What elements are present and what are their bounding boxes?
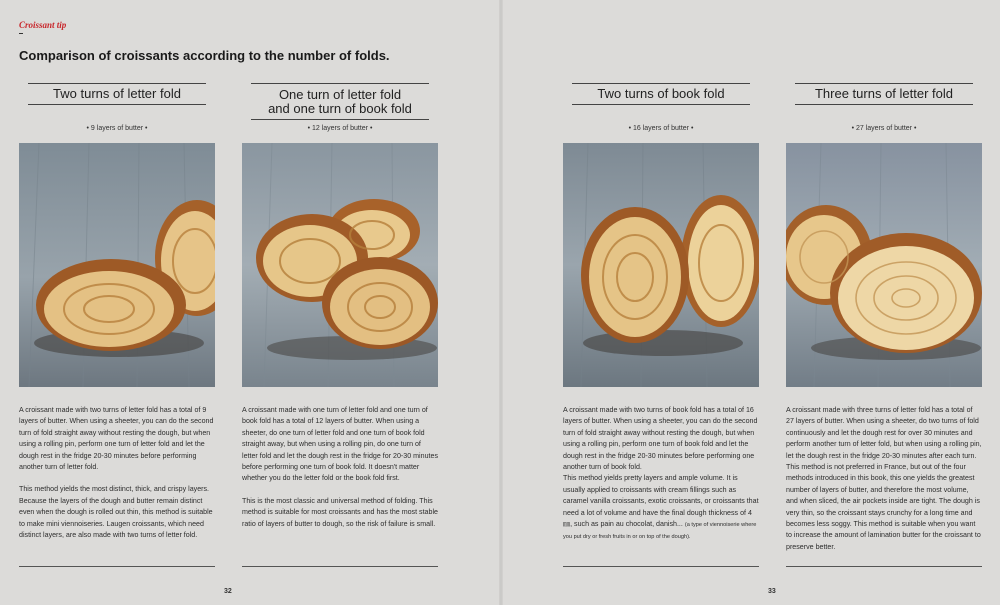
- description: [563, 405, 759, 544]
- layers-count: • 27 layers of butter •: [851, 125, 917, 132]
- tip-label: Croissant tip: [19, 20, 67, 30]
- croissant-photo: [242, 143, 438, 387]
- description: [19, 405, 215, 552]
- croissant-photo: [563, 143, 759, 387]
- column-letter-and-book-fold: [242, 83, 438, 528]
- tip-dash: [19, 33, 23, 34]
- paragraph: A croissant made with two turns of letter fold has a total of 9 layers of butter. When using a sheeter, you can do the second turn of fold straight away without resting the dough, but when using a rolling pin, perform one turn of letter fold and let the dough rest in the fridge 20-30 minutes before performing another turn of letter fold.: [19, 406, 214, 472]
- book-gutter: [499, 0, 503, 605]
- paragraph: A croissant made with three turns of letter fold has a total of 27 layers of butter. When using a sheeter, do two turns of fold continuously and let the dough rest for over 30 minutes and perform another turn of letter fold, but when using a rolling pin, let the dough rest in the fridge 20-30 minutes after each turn. This method is not preferred in France, but out of the four methods introduced in this book, this one yields the greatest number of layers of butter, and therefore the most volume, and when sliced, the air pockets inside are tight. The dough is very thin, so the croissant stays crunchy for a long time and becomes less soggy. This method is suitable when you want to increase the amount of lamination butter for the croissant to preserve better.: [786, 406, 982, 551]
- croissant-photo: [786, 143, 982, 387]
- column-title-text: Three turns of letter fold: [814, 86, 953, 101]
- page-number-right: 33: [768, 588, 776, 595]
- croissant-photo: [19, 143, 215, 387]
- column-title-text: Two turns of book fold: [597, 86, 725, 101]
- paragraph: A croissant made with one turn of letter fold and one turn of book fold has a total of 12 layers of butter. When using a sheeter, do one turn of letter fold and one turn of book fold straight away, but when using a rolling pin, do one turn of letter fold and let the dough rest in the fridge for 20-30 minutes before performing one turn of book fold. It doesn't matter whether you do the letter fold or the book fold first.: [242, 406, 438, 483]
- column-divider: [242, 566, 438, 567]
- description: [786, 405, 982, 564]
- paragraph: This is the most classic and universal method of folding. This method is suitable for most croissants and has the most stable ratio of layers of butter to dough, so the risk of failure is small.: [242, 496, 438, 528]
- column-title-text: [268, 88, 412, 116]
- layers-count: • 12 layers of butter •: [307, 125, 373, 132]
- title-line-2: and one turn of book fold: [268, 100, 412, 116]
- column-title: [251, 83, 429, 120]
- column-three-letter-folds: [786, 83, 982, 551]
- paragraph-text: This method yields pretty layers and ample volume. It is usually applied to croissants with cream fillings such as caramel vanilla croissants, exotic croissants, or croissants that need a lot of volume and have the final dough thickness of 4㎜, such as pain au chocolat, danish...: [563, 474, 759, 529]
- footnote: (a type of viennoiserie where you put dry or fresh fruits in or on top of the dough).: [563, 522, 757, 541]
- column-two-book-folds: [563, 83, 759, 541]
- column-title: [28, 83, 206, 105]
- layers-count: • 16 layers of butter •: [628, 125, 694, 132]
- column-title: [795, 83, 973, 105]
- layers-count: • 9 layers of butter •: [86, 125, 148, 132]
- paragraph: This method yields the most distinct, thick, and crispy layers. Because the layers of the dough and butter remain distinct even when the dough is rolled out thin, this method is suitable to make mini viennoiseries. Laugen croissants, which need distinct layers, are also made with two turns of letter fold.: [19, 485, 213, 540]
- column-title-text: Two turns of letter fold: [53, 86, 181, 101]
- column-divider: [786, 566, 982, 567]
- page-number-left: 32: [224, 588, 232, 595]
- description: [242, 405, 438, 541]
- paragraph: [563, 473, 759, 543]
- column-divider: [563, 566, 759, 567]
- column-title: [572, 83, 750, 105]
- paragraph: A croissant made with two turns of book fold has a total of 16 layers of butter. When using a sheeter, you can do the second turn of fold straight away without resting the dough, but when using a rolling pin, perform one turn of book fold and let the dough rest in the fridge 20-30 minutes before performing one another turn of book fold.: [563, 406, 758, 472]
- column-divider: [19, 566, 215, 567]
- page-heading: Comparison of croissants according to the number of folds.: [19, 48, 390, 63]
- title-line-1: One turn of letter fold: [278, 86, 402, 102]
- column-two-letter-folds: [19, 83, 215, 540]
